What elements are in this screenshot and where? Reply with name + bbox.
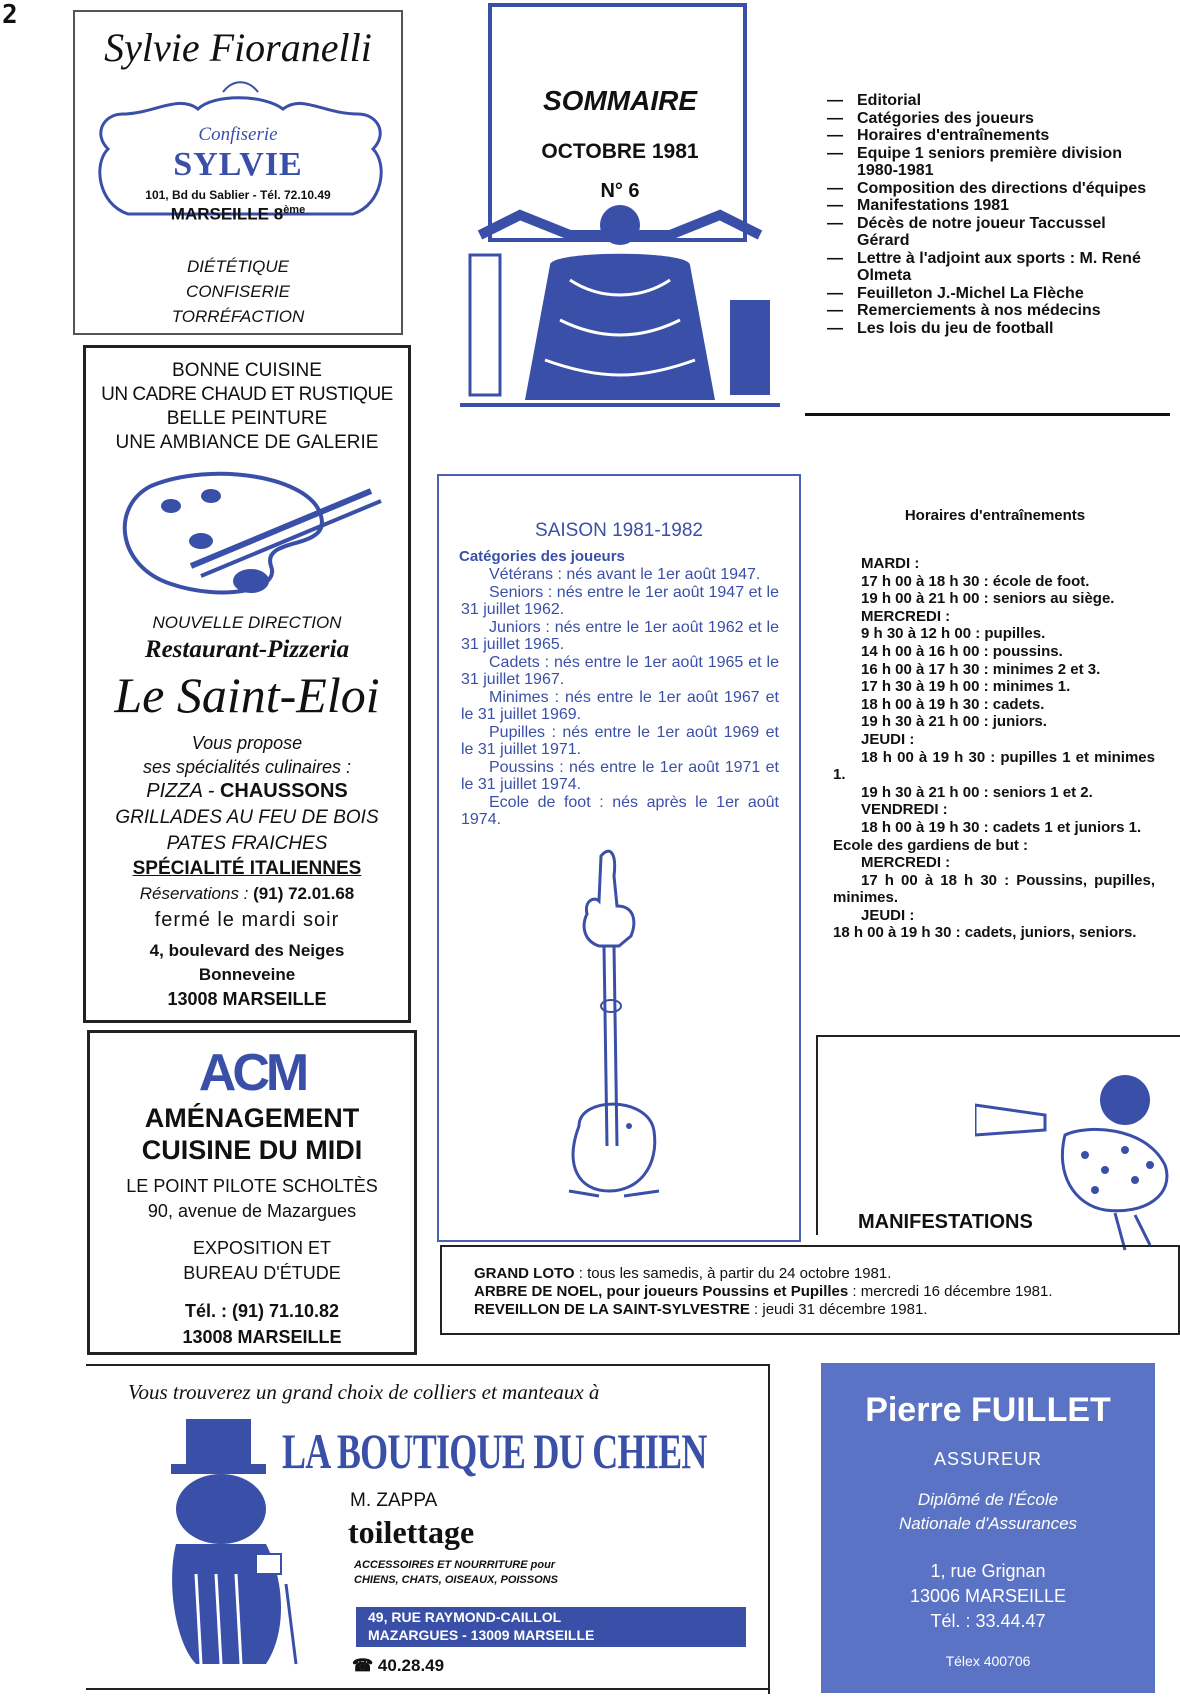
eloi-specialite: SPÉCIALITÉ ITALIENNES	[132, 858, 362, 879]
manifestation-label: GRAND LOTO	[474, 1265, 575, 1282]
category-text: : nés entre le 1er août 1962 et le 31 juillet 1965.	[461, 618, 779, 653]
category-item	[461, 654, 779, 689]
horaires-line: MARDI :	[861, 555, 920, 572]
toc-item: — Editorial	[827, 92, 1152, 110]
horaires-line: MERCREDI :	[861, 854, 951, 872]
manifestations-box	[440, 1245, 1180, 1335]
manifestation-text: : tous les samedis, à partir du 24 octobre 1981.	[574, 1265, 892, 1282]
fuillet-diploma-1: Diplômé de l'École	[917, 1490, 1059, 1509]
boutique-owner: M. ZAPPA	[350, 1490, 438, 1511]
eloi-reservations-label: Réservations :	[139, 884, 254, 903]
eloi-kind: Restaurant-Pizzeria	[144, 636, 350, 663]
category-item	[461, 566, 779, 584]
sylvie-address: 101, Bd du Sablier - Tél. 72.10.49	[145, 188, 331, 202]
eloi-name: Le Saint-Eloi	[114, 667, 380, 723]
toc-item: — Feuilleton J.-Michel La Flèche	[827, 285, 1152, 303]
horaires-list	[833, 555, 1155, 942]
eloi-chaussons: CHAUSSONS	[219, 780, 348, 802]
amenagement-title-2: CUISINE DU MIDI	[141, 1135, 363, 1165]
amenagement-expo-1: EXPOSITION ET	[192, 1238, 332, 1258]
fuillet-address: 1, rue Grignan	[930, 1561, 1046, 1581]
eloi-address: 4, boulevard des Neiges	[149, 941, 345, 960]
category-text: : nés après le 1er août 1974.	[461, 793, 779, 828]
eloi-nouvelle: NOUVELLE DIRECTION	[152, 613, 342, 632]
fuillet-diploma-2: Nationale d'Assurances	[898, 1514, 1078, 1533]
category-text: : nés entre le 1er août 1965 et le 31 juillet 1967.	[461, 653, 779, 688]
sommaire-issue: N° 6	[600, 180, 640, 202]
eloi-pizza: PIZZA -	[146, 780, 220, 802]
sommaire-month: OCTOBRE 1981	[541, 140, 699, 163]
horaires-line: MERCREDI :	[861, 607, 951, 625]
toc-item: — Catégories des joueurs	[827, 110, 1152, 128]
sommaire-title: SOMMAIRE	[543, 85, 697, 116]
categories-list	[461, 566, 779, 829]
manifestation-text: : jeudi 31 décembre 1981.	[749, 1301, 928, 1318]
boutique-phone	[352, 1656, 444, 1676]
fuillet-city: 13006 MARSEILLE	[909, 1586, 1067, 1606]
toc-item: — Lettre à l'adjoint aux sports : M. René Olmeta	[827, 250, 1152, 285]
manifestation-line	[474, 1283, 1174, 1301]
acm-logo: ACM	[198, 1044, 306, 1102]
amenagement-address: 90, avenue de Mazargues	[147, 1201, 357, 1221]
fuillet-telex: Télex 400706	[945, 1653, 1031, 1669]
horaires-title: Horaires d'entraînements	[904, 507, 1086, 524]
sylvie-city	[75, 204, 401, 225]
category-label: Poussins	[489, 758, 554, 776]
boutique-ad	[86, 1364, 770, 1694]
sylvie-signature: Sylvie Fioranelli	[104, 25, 372, 70]
toc-item: — Equipe 1 seniors première division 1980-1981	[827, 145, 1152, 180]
reader-with-newspaper-icon	[460, 0, 780, 415]
category-label: Minimes	[489, 688, 549, 706]
pointing-character-icon	[539, 846, 699, 1206]
page-number: 2	[2, 0, 18, 30]
sylvie-ad	[73, 10, 403, 335]
horaires-line: 19 h 30 à 21 h 00 : seniors 1 et 2.	[861, 783, 1093, 801]
category-item	[461, 584, 779, 619]
horaires-line: 18 h 00 à 19 h 30 : pupilles 1 et minimes 1.	[833, 748, 1155, 784]
manifestations-lines	[474, 1265, 1174, 1319]
boutique-intro: Vous trouverez un grand choix de colliers et manteaux à	[128, 1380, 600, 1404]
horaires-line: JEUDI :	[861, 730, 915, 748]
horaires-line: 18 h 00 à 19 h 30 : cadets 1 et juniors 1.	[861, 818, 1142, 836]
toc-item: — Les lois du jeu de football	[827, 320, 1152, 338]
eloi-top-line: BONNE CUISINE	[172, 360, 322, 381]
category-label: Juniors	[489, 618, 541, 636]
amenagement-ad	[87, 1030, 417, 1355]
category-item	[461, 619, 779, 654]
fuillet-job: ASSUREUR	[933, 1449, 1043, 1469]
boutique-address-1: 49, RUE RAYMOND-CAILLOL	[368, 1609, 562, 1625]
saison-title: SAISON 1981-1982	[535, 520, 703, 541]
eloi-propose-2: ses spécialités culinaires :	[142, 757, 352, 777]
eloi-pates: PATES FRAICHES	[166, 833, 328, 854]
horaires-line: 19 h 00 à 21 h 00 : seniors au siège.	[861, 590, 1115, 608]
palette-icon	[111, 466, 391, 606]
horaires-line: 17 h 30 à 19 h 00 : minimes 1.	[861, 678, 1071, 696]
eloi-pizza-line	[86, 780, 408, 803]
eloi-ferme: fermé le mardi soir	[154, 909, 340, 931]
phone-icon: ☎	[352, 1656, 374, 1675]
boutique-accessories-1: ACCESSOIRES ET NOURRITURE pour	[354, 1559, 556, 1571]
boutique-phone-number: 40.28.49	[377, 1656, 445, 1675]
manifestation-text: : mercredi 16 décembre 1981.	[848, 1283, 1053, 1300]
sommaire-illustration	[460, 0, 780, 415]
toc-item: — Horaires d'entraînements	[827, 127, 1152, 145]
boutique-name: LA BOUTIQUE DU CHIEN	[282, 1423, 707, 1479]
horaires-line: VENDREDI :	[861, 801, 948, 819]
amenagement-city: 13008 MARSEILLE	[182, 1327, 342, 1347]
boutique-service: toilettage	[348, 1514, 475, 1550]
sommaire-list	[827, 92, 1152, 337]
eloi-reservations	[86, 884, 408, 904]
category-item	[461, 794, 779, 829]
saison-subtitle: Catégories des joueurs	[459, 548, 625, 565]
eloi-top-line: UN CADRE CHAUD ET RUSTIQUE	[101, 384, 393, 405]
horaires-line: 18 h 00 à 19 h 30 : cadets, juniors, seniors.	[833, 924, 1137, 942]
saison-box	[437, 474, 801, 1242]
amenagement-pilote: LE POINT PILOTE SCHOLTÈS	[126, 1176, 378, 1196]
eloi-reservations-phone: (91) 72.01.68	[253, 884, 355, 903]
eloi-grillades: GRILLADES AU FEU DE BOIS	[115, 807, 379, 828]
horaires-line: 17 h 00 à 18 h 30 : Poussins, pupilles, minimes.	[833, 871, 1155, 907]
category-label: Ecole de foot	[489, 793, 591, 811]
boutique-accessories-2: CHIENS, CHATS, OISEAUX, POISSONS	[354, 1574, 558, 1586]
fuillet-name: Pierre FUILLET	[865, 1391, 1111, 1429]
sylvie-city-suffix: ème	[283, 204, 306, 216]
horaires-line: Ecole des gardiens de but :	[833, 836, 1029, 854]
manifestations-title: MANIFESTATIONS	[858, 1211, 1033, 1233]
toc-item: — Manifestations 1981	[827, 197, 1152, 215]
sommaire-rule	[805, 413, 1170, 416]
category-text: : nés entre le 1er août 1967 et le 31 juillet 1969.	[461, 688, 779, 723]
sylvie-city-prefix: MARSEILLE 8	[170, 204, 284, 224]
fuillet-tel: Tél. : 33.44.47	[930, 1611, 1046, 1631]
category-item	[461, 724, 779, 759]
toc-item: — Décès de notre joueur Taccussel Gérard	[827, 215, 1152, 250]
eloi-district: Bonneveine	[198, 965, 296, 984]
category-text: : nés avant le 1er août 1947.	[553, 566, 761, 583]
category-item	[461, 689, 779, 724]
sylvie-line-3: TORRÉFACTION	[171, 307, 305, 326]
amenagement-title-1: AMÉNAGEMENT	[144, 1103, 360, 1133]
category-label: Pupilles	[489, 723, 546, 741]
boutique-address-2: MAZARGUES - 13009 MARSEILLE	[368, 1627, 595, 1643]
sylvie-line-1: DIÉTÉTIQUE	[186, 257, 289, 276]
eloi-propose-1: Vous propose	[191, 733, 303, 753]
eloi-city: 13008 MARSEILLE	[167, 989, 327, 1009]
eloi-top-line: UNE AMBIANCE DE GALERIE	[115, 432, 379, 453]
category-text: : nés entre le 1er août 1971 et le 31 juillet 1974.	[461, 758, 779, 793]
manifestation-line	[474, 1301, 1174, 1319]
boutique-address-box	[356, 1607, 746, 1647]
toc-item: — Composition des directions d'équipes	[827, 180, 1152, 198]
amenagement-tel: Tél. : (91) 71.10.82	[184, 1301, 340, 1321]
category-label: Vétérans	[489, 566, 554, 583]
category-text: : nés entre le 1er août 1969 et le 31 juillet 1971.	[461, 723, 779, 758]
category-label: Seniors	[489, 583, 544, 601]
horaires-line: 18 h 00 à 19 h 30 : cadets.	[861, 695, 1045, 713]
category-text: : nés entre le 1er août 1947 et le 31 juillet 1962.	[461, 583, 779, 618]
horaires-line: 19 h 30 à 21 h 00 : juniors.	[861, 713, 1047, 731]
horaires-line: 9 h 30 à 12 h 00 : pupilles.	[861, 625, 1046, 643]
horaires-line: 16 h 00 à 17 h 30 : minimes 2 et 3.	[861, 660, 1101, 678]
manifestation-label: ARBRE DE NOEL, pour joueurs Poussins et Pupilles	[474, 1283, 849, 1300]
category-item	[461, 759, 779, 794]
eloi-top-line: BELLE PEINTURE	[166, 408, 328, 429]
amenagement-expo-2: BUREAU D'ÉTUDE	[183, 1263, 341, 1283]
horaires-line: 14 h 00 à 16 h 00 : poussins.	[861, 642, 1063, 660]
horaires-line: 17 h 00 à 18 h 30 : école de foot.	[861, 572, 1090, 590]
sylvie-shop-name: SYLVIE	[173, 146, 303, 183]
saint-eloi-ad	[83, 345, 411, 1023]
horaires-line: JEUDI :	[861, 906, 915, 924]
sylvie-shop-type: Confiserie	[198, 124, 278, 145]
sylvie-line-2: CONFISERIE	[186, 282, 290, 301]
fuillet-ad	[821, 1363, 1155, 1693]
manifestation-label: REVEILLON DE LA SAINT-SYLVESTRE	[474, 1301, 750, 1318]
toc-item: — Remerciements à nos médecins	[827, 302, 1152, 320]
category-label: Cadets	[489, 653, 540, 671]
manifestation-line	[474, 1265, 1174, 1283]
